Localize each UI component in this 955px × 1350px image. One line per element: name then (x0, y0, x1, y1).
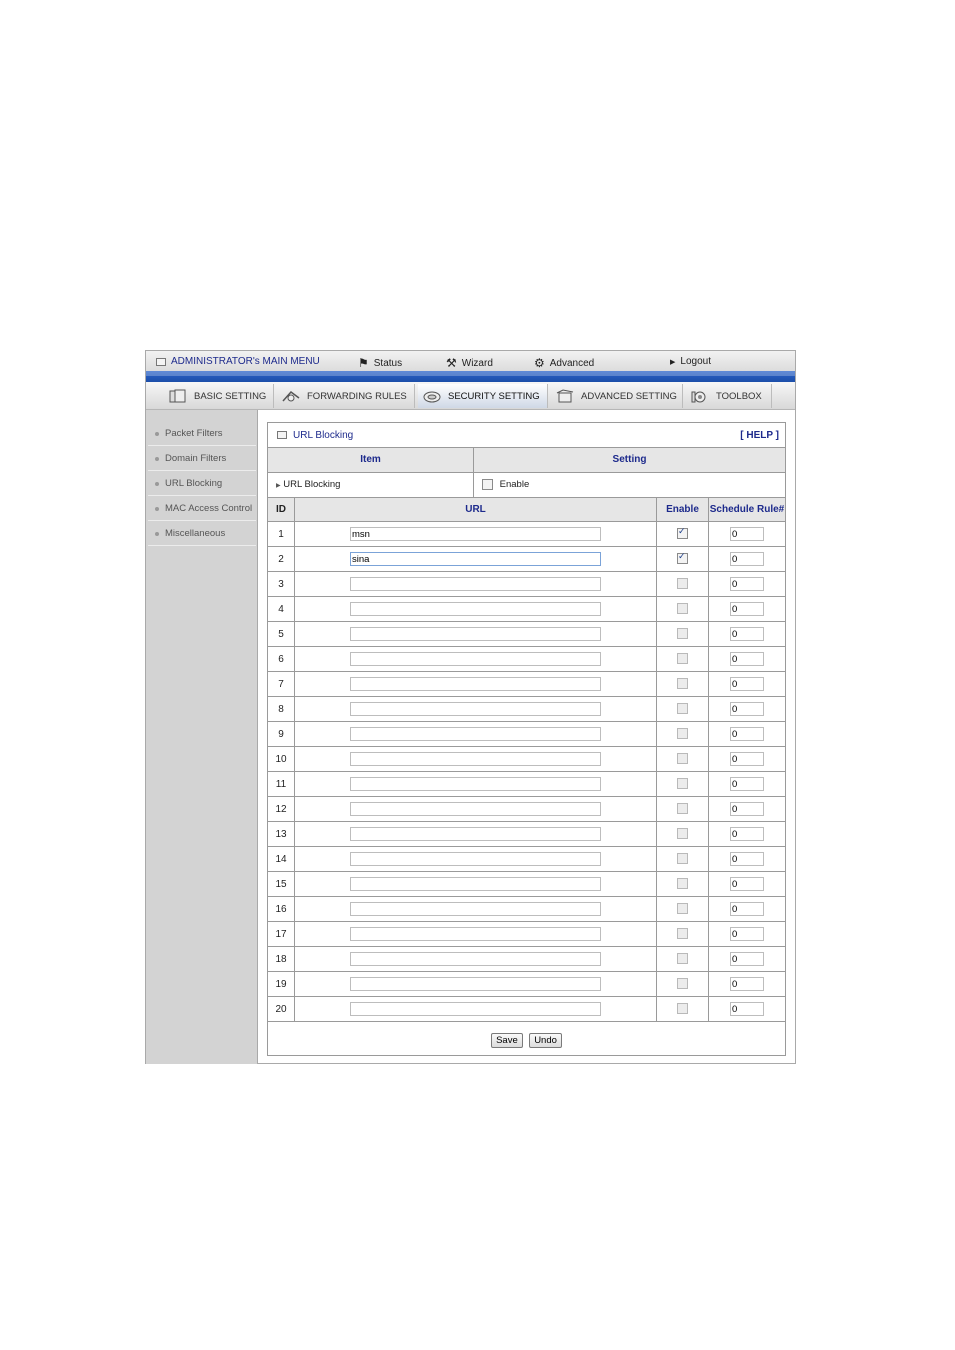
sidebar-item-label: Miscellaneous (165, 528, 226, 539)
enable-cell (657, 797, 709, 822)
enable-cell (657, 872, 709, 897)
enable-cell (657, 897, 709, 922)
url-cell (295, 972, 657, 997)
advanced-setting-icon (555, 389, 575, 404)
row-id: 3 (268, 572, 295, 597)
row-enable-checkbox[interactable] (677, 978, 688, 989)
enable-cell (657, 822, 709, 847)
schedule-rule-input[interactable] (730, 677, 764, 691)
security-setting-icon (422, 389, 442, 404)
enable-cell (657, 597, 709, 622)
row-enable-checkbox[interactable] (677, 578, 688, 589)
url-input[interactable] (350, 552, 601, 566)
row-id: 11 (268, 772, 295, 797)
sidebar-item-label: Packet Filters (165, 428, 223, 439)
url-cell (295, 847, 657, 872)
panel-header (268, 423, 785, 448)
enable-cell (657, 922, 709, 947)
button-row (268, 1022, 785, 1054)
schedule-cell (709, 772, 786, 797)
table-row (268, 947, 785, 972)
main-tab-bar (146, 382, 795, 410)
url-cell (295, 747, 657, 772)
bullet-icon (155, 457, 159, 461)
url-cell (295, 947, 657, 972)
column-header-schedule: Schedule Rule# (709, 498, 786, 522)
row-id: 19 (268, 972, 295, 997)
schedule-rule-input[interactable] (730, 702, 764, 716)
enable-cell (657, 697, 709, 722)
status-label: Status (373, 357, 403, 369)
url-cell (295, 722, 657, 747)
schedule-cell (709, 647, 786, 672)
schedule-cell (709, 547, 786, 572)
row-id: 2 (268, 547, 295, 572)
url-input[interactable] (350, 952, 601, 966)
sidebar-item-miscellaneous[interactable] (148, 522, 256, 546)
schedule-cell (709, 997, 786, 1022)
url-cell (295, 697, 657, 722)
enable-label: Enable (499, 479, 530, 490)
schedule-rule-input[interactable] (730, 927, 764, 941)
row-enable-checkbox[interactable] (677, 953, 688, 964)
url-input[interactable] (350, 702, 601, 716)
enable-cell (657, 947, 709, 972)
arrow-right-icon: ▶ (276, 483, 281, 489)
url-blocking-setting (474, 472, 786, 497)
column-header-enable: Enable (657, 498, 709, 522)
url-cell (295, 547, 657, 572)
schedule-cell (709, 972, 786, 997)
panel-title: URL Blocking (293, 429, 354, 441)
save-button[interactable]: Save (491, 1033, 523, 1048)
table-row (268, 697, 785, 722)
schedule-cell (709, 947, 786, 972)
router-admin-window (145, 350, 796, 1064)
row-enable-checkbox[interactable] (677, 703, 688, 714)
status-link[interactable] (358, 356, 402, 370)
row-enable-checkbox[interactable] (677, 878, 688, 889)
url-input[interactable] (350, 652, 601, 666)
url-input[interactable] (350, 977, 601, 991)
schedule-rule-input[interactable] (730, 827, 764, 841)
help-link[interactable]: [ HELP ] (740, 429, 779, 441)
row-id: 10 (268, 747, 295, 772)
arrow-right-icon: ▶ (670, 358, 676, 366)
bullet-icon (155, 432, 159, 436)
enable-cell (657, 622, 709, 647)
schedule-rule-input[interactable] (730, 977, 764, 991)
table-row (268, 622, 785, 647)
row-enable-checkbox[interactable] (677, 603, 688, 614)
row-id: 14 (268, 847, 295, 872)
table-row (268, 872, 785, 897)
row-enable-checkbox[interactable] (677, 928, 688, 939)
sidebar-item-url-blocking[interactable] (148, 472, 256, 496)
table-row (268, 922, 785, 947)
panel-square-icon (277, 431, 287, 439)
advanced-label: Advanced (549, 357, 595, 369)
schedule-cell (709, 847, 786, 872)
row-enable-checkbox[interactable] (677, 853, 688, 864)
basic-setting-icon (168, 389, 188, 404)
row-enable-checkbox[interactable] (677, 753, 688, 764)
schedule-rule-input[interactable] (730, 852, 764, 866)
wizard-label: Wizard (461, 357, 493, 369)
row-enable-checkbox[interactable] (677, 728, 688, 739)
url-cell (295, 622, 657, 647)
row-id: 1 (268, 522, 295, 547)
table-row (268, 522, 785, 547)
enable-cell (657, 847, 709, 872)
enable-cell (657, 772, 709, 797)
row-id: 6 (268, 647, 295, 672)
url-cell (295, 772, 657, 797)
row-id: 15 (268, 872, 295, 897)
row-id: 4 (268, 597, 295, 622)
schedule-cell (709, 597, 786, 622)
url-input[interactable] (350, 1002, 601, 1016)
schedule-rule-input[interactable] (730, 902, 764, 916)
table-row (268, 897, 785, 922)
row-enable-checkbox[interactable] (677, 778, 688, 789)
row-id: 16 (268, 897, 295, 922)
url-cell (295, 522, 657, 547)
url-cell (295, 797, 657, 822)
settings-table (268, 448, 785, 498)
sidebar-item-label: MAC Access Control (165, 503, 253, 514)
table-row (268, 672, 785, 697)
schedule-cell (709, 822, 786, 847)
status-icon: ⚑ (358, 356, 369, 370)
enable-cell (657, 522, 709, 547)
table-row (268, 547, 785, 572)
tab-security-setting[interactable] (418, 384, 548, 408)
sidebar-item-label: URL Blocking (165, 478, 223, 489)
url-input[interactable] (350, 802, 601, 816)
toolbox-icon (690, 389, 710, 404)
enable-cell (657, 972, 709, 997)
row-id: 18 (268, 947, 295, 972)
url-input[interactable] (350, 902, 601, 916)
schedule-rule-input[interactable] (730, 627, 764, 641)
schedule-cell (709, 797, 786, 822)
row-enable-checkbox[interactable] (677, 553, 688, 564)
table-row (268, 597, 785, 622)
url-input[interactable] (350, 577, 601, 591)
sidebar-item-mac-access-control[interactable] (148, 497, 256, 521)
url-blocking-item (268, 472, 474, 497)
url-input[interactable] (350, 727, 601, 741)
tab-toolbox[interactable] (686, 384, 772, 408)
url-blocking-panel (267, 422, 786, 1056)
schedule-rule-input[interactable] (730, 552, 764, 566)
header-bar (146, 371, 795, 382)
url-input[interactable] (350, 777, 601, 791)
row-id: 20 (268, 997, 295, 1022)
column-header-id: ID (268, 498, 295, 522)
table-row (268, 997, 785, 1022)
enable-cell (657, 997, 709, 1022)
advanced-link[interactable] (534, 356, 594, 370)
sidebar-item-domain-filters[interactable] (148, 447, 256, 471)
sidebar (146, 410, 258, 1064)
schedule-rule-input[interactable] (730, 777, 764, 791)
url-input[interactable] (350, 627, 601, 641)
table-row (268, 972, 785, 997)
table-row (268, 797, 785, 822)
schedule-rule-input[interactable] (730, 652, 764, 666)
enable-cell (657, 722, 709, 747)
advanced-icon: ⚙ (534, 356, 545, 370)
table-row (268, 722, 785, 747)
sidebar-item-packet-filters[interactable] (148, 422, 256, 446)
row-enable-checkbox[interactable] (677, 828, 688, 839)
url-input[interactable] (350, 752, 601, 766)
schedule-cell (709, 722, 786, 747)
enable-cell (657, 672, 709, 697)
table-row (268, 572, 785, 597)
schedule-cell (709, 872, 786, 897)
table-row (268, 847, 785, 872)
tab-label: SECURITY SETTING (448, 390, 540, 402)
schedule-cell (709, 922, 786, 947)
schedule-cell (709, 747, 786, 772)
schedule-rule-input[interactable] (730, 802, 764, 816)
column-header-setting: Setting (474, 448, 786, 472)
url-cell (295, 822, 657, 847)
tab-label: ADVANCED SETTING (581, 390, 677, 402)
url-input[interactable] (350, 927, 601, 941)
column-header-item: Item (268, 448, 474, 472)
url-cell (295, 647, 657, 672)
row-enable-checkbox[interactable] (677, 653, 688, 664)
schedule-rule-input[interactable] (730, 877, 764, 891)
row-enable-checkbox[interactable] (677, 628, 688, 639)
row-id: 7 (268, 672, 295, 697)
wizard-link[interactable] (446, 356, 493, 370)
row-id: 13 (268, 822, 295, 847)
row-id: 17 (268, 922, 295, 947)
tab-label: BASIC SETTING (194, 390, 267, 402)
url-input[interactable] (350, 677, 601, 691)
menu-square-icon (156, 358, 166, 366)
logout-label: Logout (680, 356, 711, 367)
schedule-rule-input[interactable] (730, 752, 764, 766)
schedule-cell (709, 572, 786, 597)
bullet-icon (155, 507, 159, 511)
schedule-rule-input[interactable] (730, 1002, 764, 1016)
enable-cell (657, 647, 709, 672)
url-blocking-item-label: URL Blocking (283, 479, 341, 490)
row-id: 9 (268, 722, 295, 747)
top-menu (146, 351, 795, 371)
url-cell (295, 922, 657, 947)
admin-main-menu[interactable] (156, 356, 320, 367)
enable-cell (657, 747, 709, 772)
schedule-cell (709, 697, 786, 722)
schedule-cell (709, 522, 786, 547)
row-enable-checkbox[interactable] (677, 903, 688, 914)
row-id: 12 (268, 797, 295, 822)
table-row (268, 647, 785, 672)
url-cell (295, 572, 657, 597)
tab-label: TOOLBOX (716, 390, 762, 402)
bullet-icon (155, 532, 159, 536)
enable-cell (657, 547, 709, 572)
url-input[interactable] (350, 852, 601, 866)
column-header-url: URL (295, 498, 657, 522)
forwarding-rules-icon (281, 389, 301, 404)
admin-menu-label: ADMINISTRATOR's MAIN MENU (171, 356, 320, 367)
schedule-rule-input[interactable] (730, 727, 764, 741)
logout-link[interactable] (670, 356, 711, 367)
url-table (268, 498, 785, 1023)
sidebar-item-label: Domain Filters (165, 453, 227, 464)
row-enable-checkbox[interactable] (677, 803, 688, 814)
tab-forwarding-rules[interactable] (277, 384, 415, 408)
schedule-cell (709, 672, 786, 697)
tab-basic-setting[interactable] (164, 384, 274, 408)
row-id: 5 (268, 622, 295, 647)
wizard-icon: ⚒ (446, 356, 457, 370)
url-cell (295, 672, 657, 697)
url-cell (295, 872, 657, 897)
schedule-cell (709, 622, 786, 647)
url-input[interactable] (350, 827, 601, 841)
schedule-rule-input[interactable] (730, 952, 764, 966)
url-blocking-enable-checkbox[interactable] (482, 479, 493, 490)
schedule-cell (709, 897, 786, 922)
bullet-icon (155, 482, 159, 486)
row-enable-checkbox[interactable] (677, 678, 688, 689)
table-row (268, 822, 785, 847)
tab-label: FORWARDING RULES (307, 390, 407, 402)
url-cell (295, 897, 657, 922)
schedule-rule-input[interactable] (730, 577, 764, 591)
enable-cell (657, 572, 709, 597)
url-input[interactable] (350, 527, 601, 541)
row-enable-checkbox[interactable] (677, 1003, 688, 1014)
url-input[interactable] (350, 602, 601, 616)
table-row (268, 747, 785, 772)
row-enable-checkbox[interactable] (677, 528, 688, 539)
url-cell (295, 597, 657, 622)
undo-button[interactable]: Undo (529, 1033, 562, 1048)
url-input[interactable] (350, 877, 601, 891)
url-cell (295, 997, 657, 1022)
schedule-rule-input[interactable] (730, 602, 764, 616)
tab-advanced-setting[interactable] (551, 384, 683, 408)
table-row (268, 772, 785, 797)
schedule-rule-input[interactable] (730, 527, 764, 541)
row-id: 8 (268, 697, 295, 722)
